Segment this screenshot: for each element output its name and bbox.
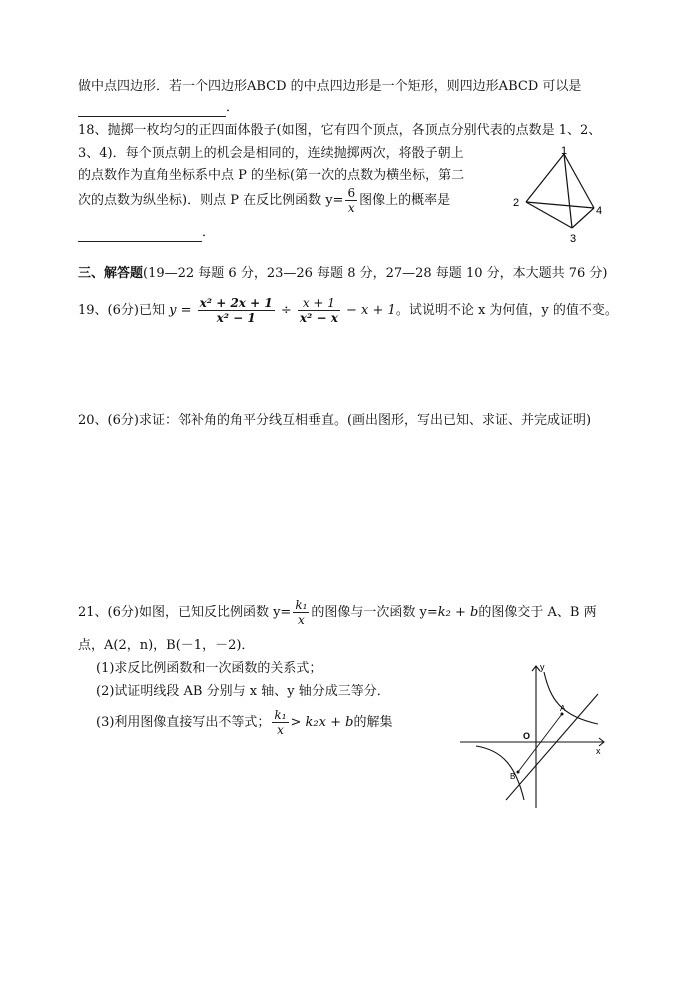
hyperbola-line-graph [458, 660, 608, 810]
q17-answer-line: ． [78, 99, 239, 117]
q21-part1: (1)求反比例函数和一次函数的关系式； [96, 661, 323, 676]
q21-part3-fraction: $\frac{\text{k₁}}{x}$ [274, 708, 287, 737]
edge-1-2 [526, 154, 564, 202]
q18-answer-line: ． [78, 224, 215, 242]
q21-fraction: $\frac{\text{k₁}}{x}$ [295, 598, 308, 627]
origin-label: O [523, 731, 531, 741]
x-axis-label: x [596, 746, 601, 756]
section-header: 三、解答题(19—22 每题 6 分，23—26 每题 8 分，27—28 每题 10 分，本大题共 76 分) [78, 266, 608, 281]
q18-line2: 3、4)．每个顶点朝上的机会是相同的，连续抛掷两次，将骰子朝上 [78, 146, 464, 161]
q21-part3: (3)利用图像直接写出不等式； $\frac{\text{k₁}}{x}$ > k₂x + b的解集 [96, 708, 393, 737]
q17-answer-blank[interactable] [78, 102, 226, 117]
q21-line2: 点，A(2，n)，B(－1，－2)． [78, 638, 255, 653]
vertex-label-2: 2 [513, 197, 520, 209]
point-b-label: B [510, 772, 516, 781]
edge-3-4 [572, 208, 594, 228]
q17-text: 做中点四边形．若一个四边形ABCD 的中点四边形是一个矩形，则四边形ABCD 可以是 [78, 79, 582, 94]
q20-text: 20、(6分)求证：邻补角的角平分线互相垂直。(画出图形，写出已知、求证、并完成证明) [78, 413, 592, 428]
hyperbola-branch-q1 [544, 672, 598, 724]
tetrahedron-figure [508, 144, 608, 248]
q19-fraction-1: $\frac{\text{x² + 2x + 1}}{\text{x² − 1}}$ [199, 296, 273, 325]
q18-answer-blank[interactable] [78, 227, 202, 242]
q21-line1: 21、(6分)如图，已知反比例函数 y= $\frac{\text{k₁}}{x}$ 的图像与一次函数 y=k₂ + b的图像交于 A、B 两 [78, 598, 597, 627]
q18-line4: 次的点数为纵坐标)．则点 P 在反比例函数 y= $\frac{6}{x}$ 图像上的概率是 [78, 186, 451, 215]
vertex-label-1: 1 [561, 145, 568, 157]
q19-fraction-2: $\frac{x + 1}{\text{x² − x}}$ [299, 296, 338, 325]
q18-line3: 的点数作为直角坐标系中点 P 的坐标(第一次的点数为横坐标，第二 [78, 168, 465, 183]
point-b [517, 771, 520, 774]
q21-part2: (2)试证明线段 AB 分别与 x 轴、y 轴分成三等分． [96, 684, 390, 699]
vertex-label-3: 3 [570, 233, 577, 245]
hyperbola-branch-q3 [476, 746, 524, 800]
point-a-label: A [560, 704, 566, 713]
q18-fraction: $\frac{6}{x}$ [347, 186, 356, 215]
y-axis-label: y [540, 662, 545, 672]
q19-text: 19、(6分)已知 y = $\frac{\text{x² + 2x + 1}}{\text{x² − 1}}$ ÷ $\frac{x + 1}{\text{x² − x}}$ − x + 1。试说明不论 x 为何值，y 的值不变。 [78, 296, 618, 325]
vertex-label-4: 4 [596, 205, 603, 217]
q18-line1: 18、抛掷一枚均匀的正四面体骰子(如图，它有四个顶点，各顶点分别代表的点数是 1、2、 [78, 123, 602, 138]
